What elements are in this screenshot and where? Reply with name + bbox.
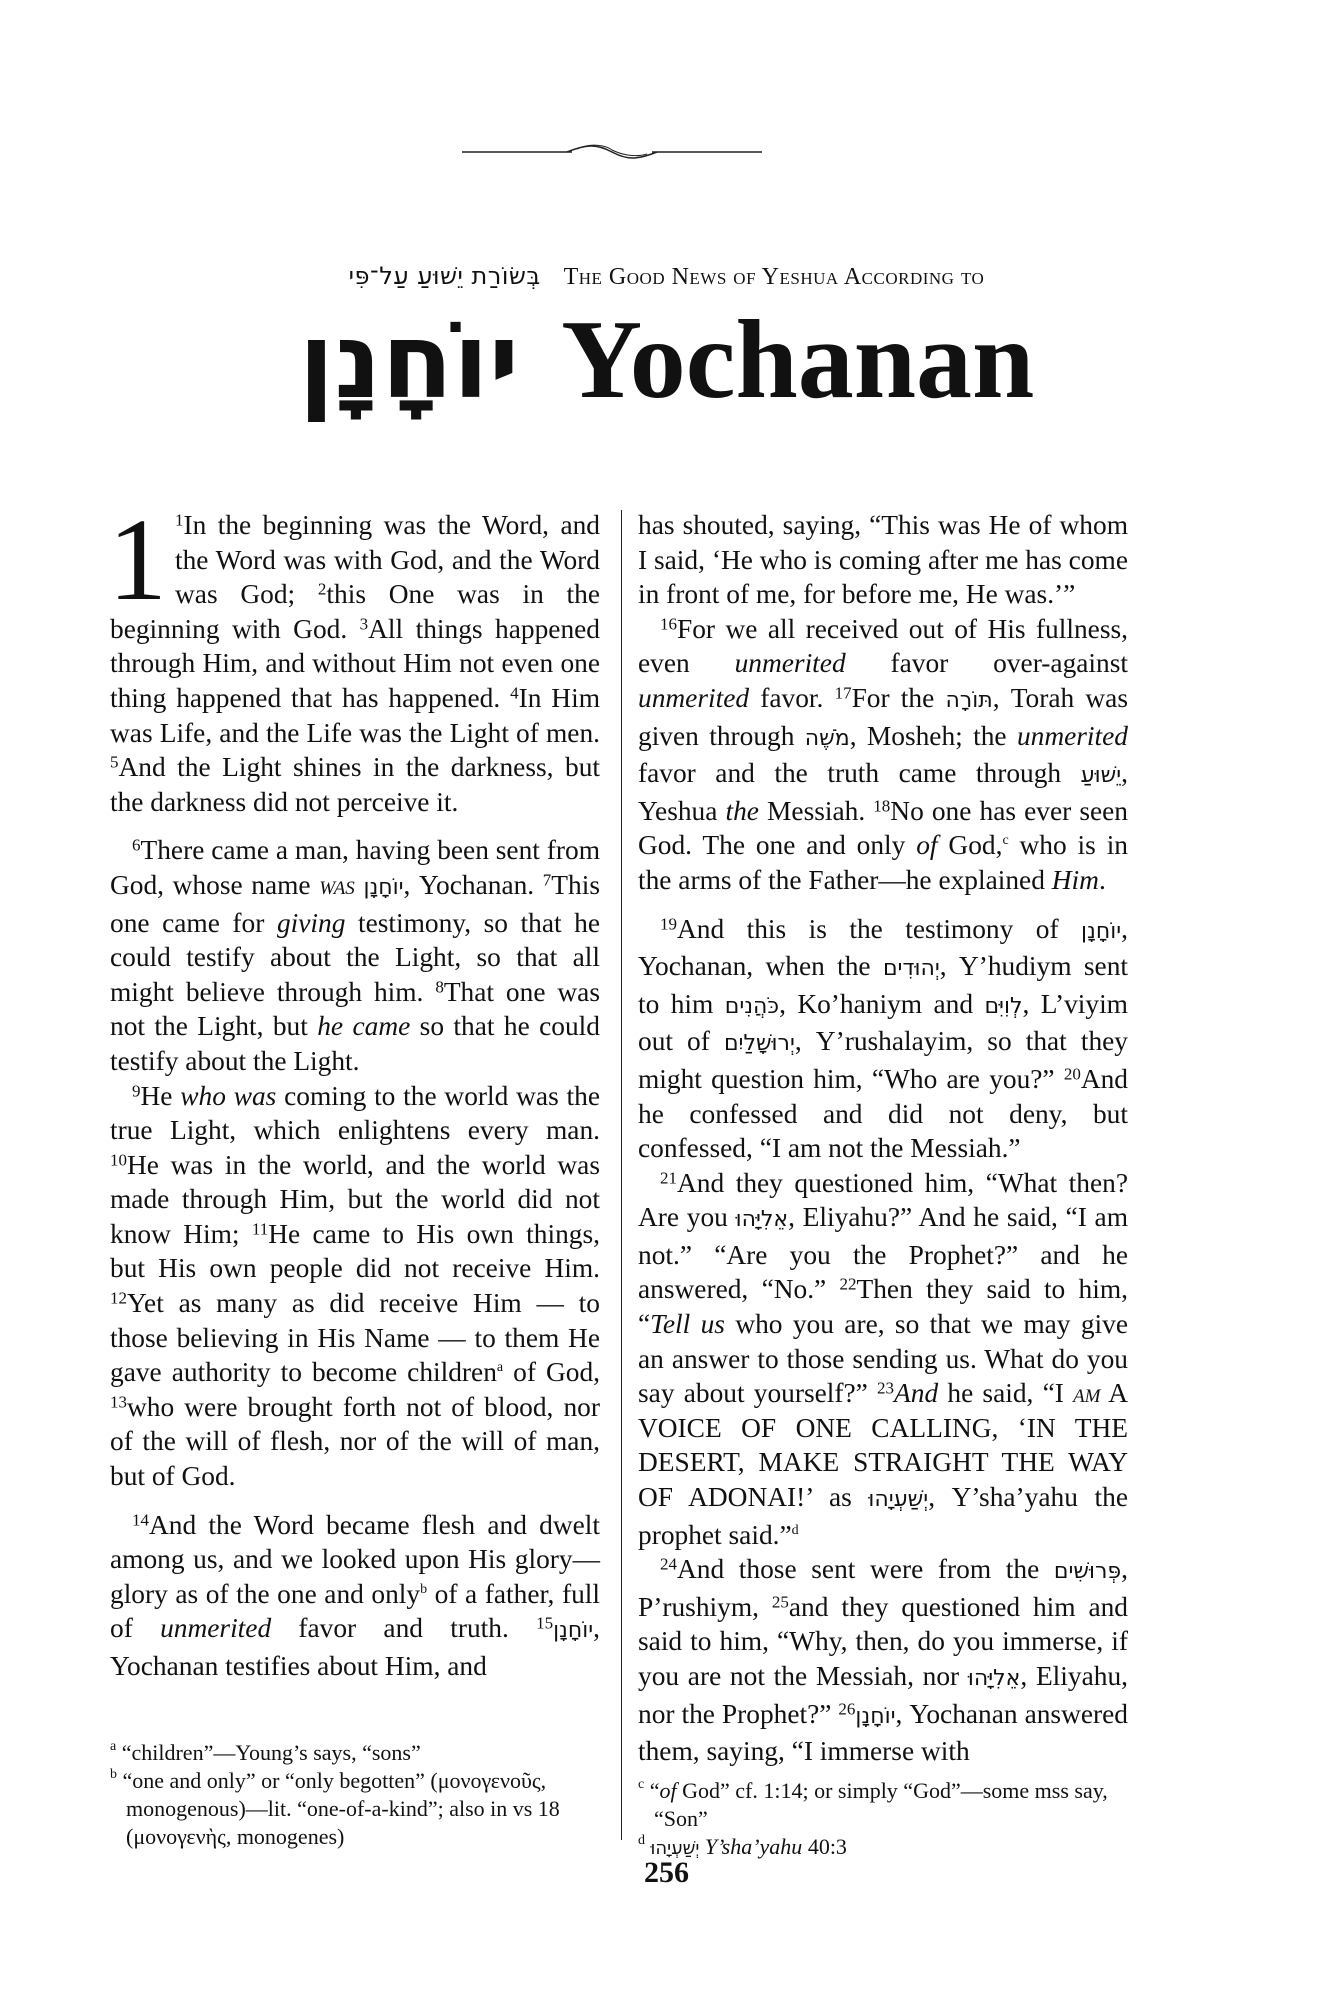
paragraph xyxy=(110,833,600,1078)
hebrew-word: יוֹחָנָן xyxy=(1081,918,1122,944)
italic-word: Y’sha’yahu xyxy=(704,1834,803,1859)
verse-text: And the Word became flesh and dwelt among us, and we looked upon His glory—glory as of the one and only xyxy=(110,1509,600,1609)
footnote-marker: c xyxy=(1002,833,1009,849)
verse-text: favor and the truth came through xyxy=(638,758,1081,789)
verse-text: has shouted, saying, “This was He of whom I said, ‘He who is coming after me has come in front of me, for before me, He was.’” xyxy=(638,510,1128,610)
verse-text: who were brought forth not of blood, nor of the will of flesh, nor of the will of man, but of God. xyxy=(110,1391,600,1492)
verse-number: 4 xyxy=(510,683,519,703)
hebrew-word: אֵלִיָּהוּ xyxy=(967,1666,1021,1691)
verse-text: And this is the testimony of xyxy=(677,913,1082,944)
verse-text: coming to the world was the true Light, which enlightens every man. xyxy=(110,1080,600,1146)
italic-word: giving xyxy=(276,907,346,938)
footnotes-right xyxy=(638,1777,1128,1863)
verse-text: , Yochanan answered them, saying, “I immerse with xyxy=(638,1698,1128,1767)
hebrew-word: תּוֹרָה xyxy=(945,687,993,713)
verse-text: , Yochanan. xyxy=(403,869,543,900)
footnote-marker: a xyxy=(496,1360,504,1376)
italic-word: unmerited xyxy=(1016,720,1128,751)
verse-number: 19 xyxy=(660,914,677,934)
verse-text: And he confessed and did not deny, but confessed, “I am not the Messiah.” xyxy=(638,1063,1128,1164)
verse-text: Then they said to him, “ xyxy=(638,1274,1128,1340)
footnote xyxy=(110,1767,600,1851)
hebrew-word: יְרוּשָׁלַיִם xyxy=(723,1031,795,1057)
verse-text: And the Light shines in the darkness, but the darkness did not perceive it. xyxy=(110,752,600,817)
heading-hebrew: בְּשׂוֹרַת יֵשׁוּעַ עַל־פִּי xyxy=(348,262,541,290)
hebrew-word: יְשַׁעְיָהוּ xyxy=(650,1838,700,1859)
verse-number: 24 xyxy=(660,1554,677,1574)
verse-number: 7 xyxy=(542,870,552,890)
verse-text: All things happened through Him, and without Him not even one thing happened that has happened. xyxy=(110,613,600,713)
verse-text: , Mosheh; the xyxy=(849,720,1017,751)
hebrew-word: פְּרוּשִׁים xyxy=(1053,1559,1122,1585)
hebrew-word: יוֹחָנָן xyxy=(363,874,404,900)
verse-text: God, xyxy=(937,830,1003,861)
verse-number: 18 xyxy=(873,796,891,816)
page-number: 256 xyxy=(644,1856,689,1889)
verse-text: No one has ever seen God. The one and only xyxy=(638,795,1128,861)
italic-word: unmerited xyxy=(638,682,750,713)
verse-number: 13 xyxy=(110,1392,127,1412)
paragraph xyxy=(108,494,601,819)
verse-number: 5 xyxy=(110,752,119,772)
verse-number: 10 xyxy=(110,1150,127,1170)
verse-number: 16 xyxy=(660,614,677,634)
footnote-marker: b xyxy=(110,1767,117,1783)
verse-number: 21 xyxy=(660,1168,677,1188)
title-hebrew: יוֹחָנָן xyxy=(298,300,520,422)
verse-text: Messiah. xyxy=(758,795,874,826)
footnote-text: “one and only” or “only begotten” (μονογενοῦς, monogenous)—lit. “one-of-a-kind”; also in vs 18 (μονογενὴς, monogenes) xyxy=(122,1768,560,1849)
verse-text: , Yochanan, when the xyxy=(638,913,1128,982)
ornament-divider-icon xyxy=(462,140,762,164)
verse-number: 8 xyxy=(435,977,444,997)
hebrew-word: יוֹחָנָן xyxy=(855,1703,896,1729)
verse-text: , P’rushiym, xyxy=(638,1554,1128,1622)
paragraph xyxy=(638,1166,1128,1553)
hebrew-word: אֵלִיָּהוּ xyxy=(735,1207,789,1233)
verse-text: this One was in the beginning with God. xyxy=(110,579,601,644)
verse-number: 26 xyxy=(838,1699,856,1719)
italic-word: who was xyxy=(180,1080,277,1111)
verse-text: of a father, full of xyxy=(110,1578,600,1644)
footnote xyxy=(638,1777,1128,1833)
footnotes-left xyxy=(110,1739,600,1851)
verse-text: In the beginning was the Word, and the Word was with God, and the Word was God; xyxy=(175,510,600,610)
hebrew-word: יֵשׁוּעַ xyxy=(1080,763,1122,789)
verse-text: , Yochanan testifies about Him, and xyxy=(110,1613,601,1681)
verse-text: favor. xyxy=(749,682,835,713)
verse-text: And those sent were from the xyxy=(677,1554,1054,1585)
verse-text: so that he could testify about the Light. xyxy=(110,1011,600,1076)
verse-text: , Eliyahu?” And he said, “I am not.” “Are you the Prophet?” and he answered, “No.” xyxy=(638,1202,1128,1305)
verse-text: For we all received out of His fullness, even xyxy=(638,613,1128,679)
hebrew-word: לְוִיִּם xyxy=(984,993,1023,1019)
verse-number: 23 xyxy=(877,1378,895,1398)
italic-word: And xyxy=(894,1378,939,1409)
footnote-marker: d xyxy=(791,1522,799,1538)
footnote-marker: d xyxy=(638,1833,645,1849)
verse-text: and they questioned him and said to him, “Why, then, do you immerse, if you are not the Messiah, nor xyxy=(638,1591,1128,1691)
book-title xyxy=(0,290,1333,431)
hebrew-word: מֹשֶׁה xyxy=(804,725,850,751)
verse-text: , Y’hudiym sent to him xyxy=(638,951,1128,1019)
paragraph xyxy=(638,508,1128,612)
verse-text: , Eliyahu, nor the Prophet?” xyxy=(638,1661,1128,1729)
verse-text: He xyxy=(140,1080,181,1111)
paragraph xyxy=(110,1508,600,1684)
verse-text: who you are, so that we may give an answer to those sending us. What do you say about yourself?” xyxy=(638,1309,1128,1409)
hebrew-word: כֹּהֲנִים xyxy=(724,993,780,1019)
title-english: Yochanan xyxy=(561,298,1035,422)
footnote-marker: c xyxy=(638,1777,645,1793)
paragraph xyxy=(638,612,1128,898)
verse-text: This one came for xyxy=(110,869,600,938)
verse-text: , Y’sha’yahu the prophet said.” xyxy=(638,1482,1128,1550)
chapter-number: 1 xyxy=(108,494,167,625)
italic-word: of xyxy=(659,1778,677,1803)
hebrew-word: יְשַׁעְיָהוּ xyxy=(868,1487,929,1513)
verse-text: There came a man, having been sent from God, whose name xyxy=(110,835,600,900)
verse-text: , Y’rushalayim, so that they might question him, “Who are you?” xyxy=(638,1026,1129,1094)
verse-number: 3 xyxy=(359,614,369,634)
small-caps-word: was xyxy=(319,869,355,900)
footnote-text: “children”—Young’s says, “sons” xyxy=(121,1740,421,1765)
verse-text: he said, “I xyxy=(938,1378,1074,1409)
italic-word: he came xyxy=(317,1011,411,1042)
verse-text: And they questioned him, “What then? Are you xyxy=(638,1167,1128,1233)
verse-number: 6 xyxy=(132,835,141,855)
verse-text: , Torah was given through xyxy=(638,682,1128,751)
footnote xyxy=(110,1739,600,1767)
book-heading xyxy=(0,262,1333,291)
hebrew-word: יוֹחָנָן xyxy=(553,1618,594,1644)
verse-text: In Him was Life, and the Life was the Light of men. xyxy=(110,682,600,748)
verse-number: 20 xyxy=(1063,1064,1081,1084)
verse-number: 17 xyxy=(834,683,852,703)
footnote-marker: b xyxy=(420,1582,428,1598)
italic-word: unmerited xyxy=(160,1613,272,1644)
italic-word: the xyxy=(725,795,759,826)
verse-text: , L’viyim out of xyxy=(638,988,1128,1057)
verse-text: favor over-against xyxy=(845,648,1128,679)
verse-text: Yet as many as did receive Him — to those believing in His Name — to them He gave authority to become children xyxy=(110,1288,600,1388)
italic-word: unmerited xyxy=(734,648,846,679)
verse-number: 25 xyxy=(771,1592,789,1612)
verse-text: . xyxy=(1098,864,1106,895)
verse-number: 9 xyxy=(132,1081,141,1100)
verse-text: , Ko’haniym and xyxy=(779,988,985,1019)
verse-number: 2 xyxy=(317,579,327,599)
column-divider xyxy=(621,510,622,1840)
verse-number: 15 xyxy=(536,1613,554,1633)
verse-number: 12 xyxy=(110,1288,127,1308)
verse-text: He was in the world, and the world was made through Him, but the world did not know Him; xyxy=(110,1149,600,1249)
verse-text: testimony, so that he could testify about the Light, so that all might believe through him. xyxy=(110,907,601,1007)
paragraph xyxy=(110,1079,600,1494)
verse-text: of God, xyxy=(503,1357,601,1388)
hebrew-word: יְהוּדִים xyxy=(882,956,940,982)
footnote-text: God” cf. 1:14; or simply “God”—some mss say, “Son” xyxy=(654,1778,1108,1831)
paragraph xyxy=(638,912,1128,1166)
italic-word: Tell us xyxy=(650,1309,725,1340)
verse-text: , Yeshua xyxy=(638,758,1128,826)
heading-english: The Good News of Yeshua According to xyxy=(563,264,985,290)
paragraph xyxy=(638,1552,1128,1769)
verse-text: That one was not the Light, but xyxy=(110,976,600,1042)
verse-text: For the xyxy=(851,682,946,713)
verse-text: He came to His own things, but His own people did not receive Him. xyxy=(110,1218,600,1284)
verse-number: 22 xyxy=(839,1274,857,1294)
verse-text: A VOICE OF ONE CALLING, ‘IN THE DESERT, MAKE STRAIGHT THE WAY OF ADONAI!’ as xyxy=(638,1378,1128,1513)
small-caps-word: am xyxy=(1073,1378,1101,1409)
italic-word: Him xyxy=(1051,864,1099,895)
italic-word: of xyxy=(916,830,938,861)
verse-number: 14 xyxy=(132,1510,149,1530)
verse-text: who is in the arms of the Father—he explained xyxy=(638,830,1128,895)
footnote-text: 40:3 xyxy=(802,1834,847,1859)
right-column xyxy=(638,508,1128,1769)
footnote-text: “ xyxy=(649,1778,660,1803)
verse-text: favor and truth. xyxy=(271,1613,537,1644)
left-column xyxy=(108,494,601,1684)
footnote-marker: a xyxy=(110,1739,117,1755)
verse-number: 1 xyxy=(175,510,184,530)
verse-number: 11 xyxy=(251,1219,269,1239)
